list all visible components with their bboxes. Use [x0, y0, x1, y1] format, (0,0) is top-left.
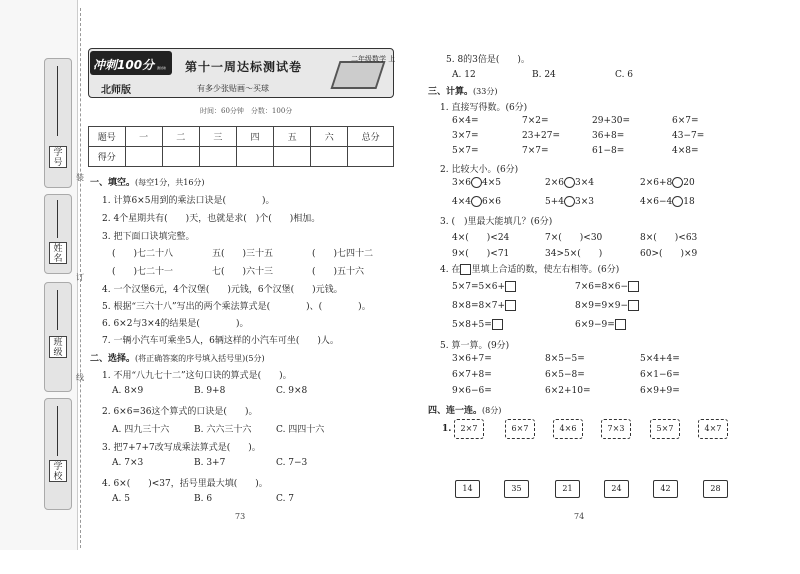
fill-item: 60>( )×9	[640, 249, 698, 259]
calc-item: 23+27=	[522, 131, 560, 141]
number-card[interactable]: 14	[455, 480, 480, 498]
sub-1-heading: 1. 直接写得数。(6分)	[440, 103, 528, 113]
answer-box[interactable]	[628, 281, 639, 292]
class-write-line	[57, 290, 58, 330]
mixed-item: 9×6−6=	[452, 386, 492, 396]
expression-card[interactable]: 7×3	[601, 419, 631, 439]
name-label: 姓名	[49, 242, 67, 264]
option: C. 9×8	[276, 386, 308, 396]
answer-box-icon	[460, 264, 471, 275]
score-input[interactable]	[311, 147, 348, 167]
compare-circle[interactable]	[564, 177, 575, 188]
number-card[interactable]: 42	[653, 480, 678, 498]
answer-box[interactable]	[505, 300, 516, 311]
cut-mark: 订	[76, 273, 84, 282]
q1-7: 7. 一辆小汽车可乘坐5人，6辆这样的小汽车可坐( )人。	[102, 336, 339, 346]
rhyme-item: ( )七二十八	[112, 249, 174, 259]
header-banner	[88, 48, 394, 98]
q1-2: 2. 4个星期共有( )天，也就是求( )个( )相加。	[102, 214, 321, 224]
compare-circle[interactable]	[564, 196, 575, 207]
score-input[interactable]	[162, 147, 199, 167]
fill-item: 4×( )<24	[452, 233, 510, 243]
exam-title: 第十一周达标测试卷	[185, 60, 303, 74]
sub-1-label: 1.	[442, 424, 452, 434]
calc-item: 29+30=	[592, 116, 630, 126]
section-1-heading: 一、填空。(每空1分，共16分)	[90, 178, 205, 188]
student-id-label: 学号	[49, 146, 67, 168]
class-label: 班级	[49, 336, 67, 358]
q2-2: 2. 6×6=36这个算式的口诀是( )。	[102, 407, 258, 417]
cut-line	[80, 8, 81, 548]
school-label: 学校	[49, 460, 67, 482]
number-card[interactable]: 28	[703, 480, 728, 498]
number-card[interactable]: 35	[504, 480, 529, 498]
rhyme-item: ( )五十六	[312, 267, 365, 277]
sub-3-heading: 3. ( )里最大能填几？(6分)	[440, 217, 553, 227]
rhyme-item: ( )七二十一	[112, 267, 174, 277]
page-number-left: 73	[235, 512, 246, 521]
q1-6: 6. 6×2与3×4的结果是( )。	[102, 319, 249, 329]
compare-circle[interactable]	[672, 177, 683, 188]
box-eq: 8×9=9×9−	[575, 300, 639, 311]
section-2-heading: 二、选择。(将正确答案的序号填入括号里)(5分)	[90, 354, 265, 364]
q1-5: 5. 根据“三六十八”写出的两个乘法算式是( )、( )。	[102, 302, 371, 312]
q1-4: 4. 一个汉堡6元，4个汉堡( )元钱，6个汉堡( )元钱。	[102, 285, 343, 295]
score-cell: 得分	[89, 147, 126, 167]
calc-item: 5×7=	[452, 146, 479, 156]
score-cell: 六	[311, 127, 348, 147]
cut-mark: 装	[76, 173, 84, 182]
fill-item: 34>5×( )	[545, 249, 603, 259]
compare-item: 4×4 6×6	[452, 197, 501, 207]
time-score-info: 时间：60分钟 分数：100分	[200, 107, 293, 115]
option: A. 7×3	[112, 458, 144, 468]
box-eq: 7×6=8×6−	[575, 281, 639, 292]
expression-card[interactable]: 6×7	[505, 419, 535, 439]
rhyme-item: ( )七四十二	[312, 249, 374, 259]
name-write-line	[57, 200, 58, 238]
mixed-item: 3×6+7=	[452, 354, 492, 364]
compare-item: 4×6−4 18	[640, 197, 695, 207]
calc-item: 7×7=	[522, 146, 549, 156]
compare-item: 2×6+8 20	[640, 178, 695, 188]
option: C. 7	[276, 494, 295, 504]
box-eq: 5×8+5=	[452, 319, 503, 330]
section-3-heading: 三、计算。(33分)	[428, 87, 498, 97]
box-eq: 8×8=8×7+	[452, 300, 516, 311]
score-cell: 二	[162, 127, 199, 147]
option: B. 3+7	[194, 458, 226, 468]
option: A. 12	[452, 70, 476, 80]
option: B. 6	[194, 494, 213, 504]
rhyme-item: 七( )六十三	[212, 267, 274, 277]
score-input[interactable]	[274, 147, 311, 167]
answer-box[interactable]	[492, 319, 503, 330]
score-cell: 三	[199, 127, 236, 147]
calc-item: 4×8=	[672, 146, 699, 156]
calc-item: 61−8=	[592, 146, 625, 156]
option: A. 四九三十六	[112, 425, 170, 435]
brand-sub: 测试卷	[157, 66, 167, 70]
q2-1: 1. 不用“八九七十二”这句口诀的算式是( )。	[102, 371, 292, 381]
calc-item: 3×7=	[452, 131, 479, 141]
cut-mark: 线	[76, 373, 84, 382]
expression-card[interactable]: 2×7	[454, 419, 484, 439]
sub-2-heading: 2. 比较大小。(6分)	[440, 165, 519, 175]
score-input[interactable]	[199, 147, 236, 167]
score-cell: 四	[236, 127, 273, 147]
tablet-illustration	[330, 61, 385, 89]
box-eq: 6×9−9=	[575, 319, 626, 330]
box-eq: 5×7=5×6+	[452, 281, 516, 292]
option: C. 7−3	[276, 458, 308, 468]
compare-circle[interactable]	[471, 196, 482, 207]
compare-item: 5+4 3×3	[545, 197, 594, 207]
calc-item: 6×7=	[672, 116, 699, 126]
option: C. 四四十六	[276, 425, 325, 435]
q1-3: 3. 把下面口诀填完整。	[102, 232, 195, 242]
compare-circle[interactable]	[471, 177, 482, 188]
school-write-line	[57, 406, 58, 456]
score-table	[88, 126, 394, 167]
compare-circle[interactable]	[672, 196, 683, 207]
id-write-line	[57, 66, 58, 136]
expression-card[interactable]: 4×6	[553, 419, 583, 439]
mixed-item: 6×9+9=	[640, 386, 680, 396]
answer-box[interactable]	[628, 300, 639, 311]
answer-box[interactable]	[615, 319, 626, 330]
rhyme-item: 五( )三十五	[212, 249, 274, 259]
option: B. 24	[532, 70, 556, 80]
number-card[interactable]: 24	[604, 480, 629, 498]
school-tab	[44, 398, 72, 510]
score-cell: 一	[125, 127, 162, 147]
option: B. 9+8	[194, 386, 226, 396]
sub-5-heading: 5. 算一算。(9分)	[440, 341, 510, 351]
q1-1: 1. 计算6×5用到的乘法口诀是( )。	[102, 196, 275, 206]
grade-label: 二年级数学 上	[351, 55, 396, 63]
score-cell: 五	[274, 127, 311, 147]
fill-item: 9×( )<71	[452, 249, 510, 259]
option: B. 六六三十六	[194, 425, 252, 435]
calc-item: 7×2=	[522, 116, 549, 126]
answer-box[interactable]	[505, 281, 516, 292]
calc-item: 6×4=	[452, 116, 479, 126]
sub-4-heading: 4. 在 里填上合适的数，使左右相等。(6分)	[440, 265, 620, 275]
mixed-item: 6×2+10=	[545, 386, 591, 396]
section-4-heading: 四、连一连。(8分)	[428, 406, 502, 416]
q2-4: 4. 6×( )<37，括号里最大填( )。	[102, 479, 268, 489]
option: A. 5	[112, 494, 130, 504]
calc-item: 43−7=	[672, 131, 705, 141]
page-number-right: 74	[574, 512, 585, 521]
q2-5: 5. 8的3倍是( )。	[446, 55, 530, 65]
score-input[interactable]	[348, 147, 394, 167]
fill-item: 7×( )<30	[545, 233, 603, 243]
score-cell: 总分	[348, 127, 394, 147]
score-cell: 题号	[89, 127, 126, 147]
exam-subtitle: 有多少张贴画～买球	[197, 84, 269, 93]
mixed-item: 8×5−5=	[545, 354, 585, 364]
expression-card[interactable]: 5×7	[650, 419, 680, 439]
mixed-item: 6×1−6=	[640, 370, 680, 380]
option: C. 6	[615, 70, 634, 80]
score-input[interactable]	[125, 147, 162, 167]
compare-item: 2×6 3×4	[545, 178, 594, 188]
version-label: 北师版	[101, 85, 131, 96]
fill-item: 8×( )<63	[640, 233, 698, 243]
score-input[interactable]	[236, 147, 273, 167]
student-id-tab	[44, 58, 72, 188]
option: A. 8×9	[112, 386, 144, 396]
calc-item: 36+8=	[592, 131, 625, 141]
expression-card[interactable]: 4×7	[698, 419, 728, 439]
brand-logo: 冲刺100分	[90, 51, 172, 75]
mixed-item: 6×7+8=	[452, 370, 492, 380]
compare-item: 3×6 4×5	[452, 178, 501, 188]
q2-3: 3. 把7+7+7改写成乘法算式是( )。	[102, 443, 261, 453]
mixed-item: 5×4+4=	[640, 354, 680, 364]
number-card[interactable]: 21	[555, 480, 580, 498]
mixed-item: 6×5−8=	[545, 370, 585, 380]
